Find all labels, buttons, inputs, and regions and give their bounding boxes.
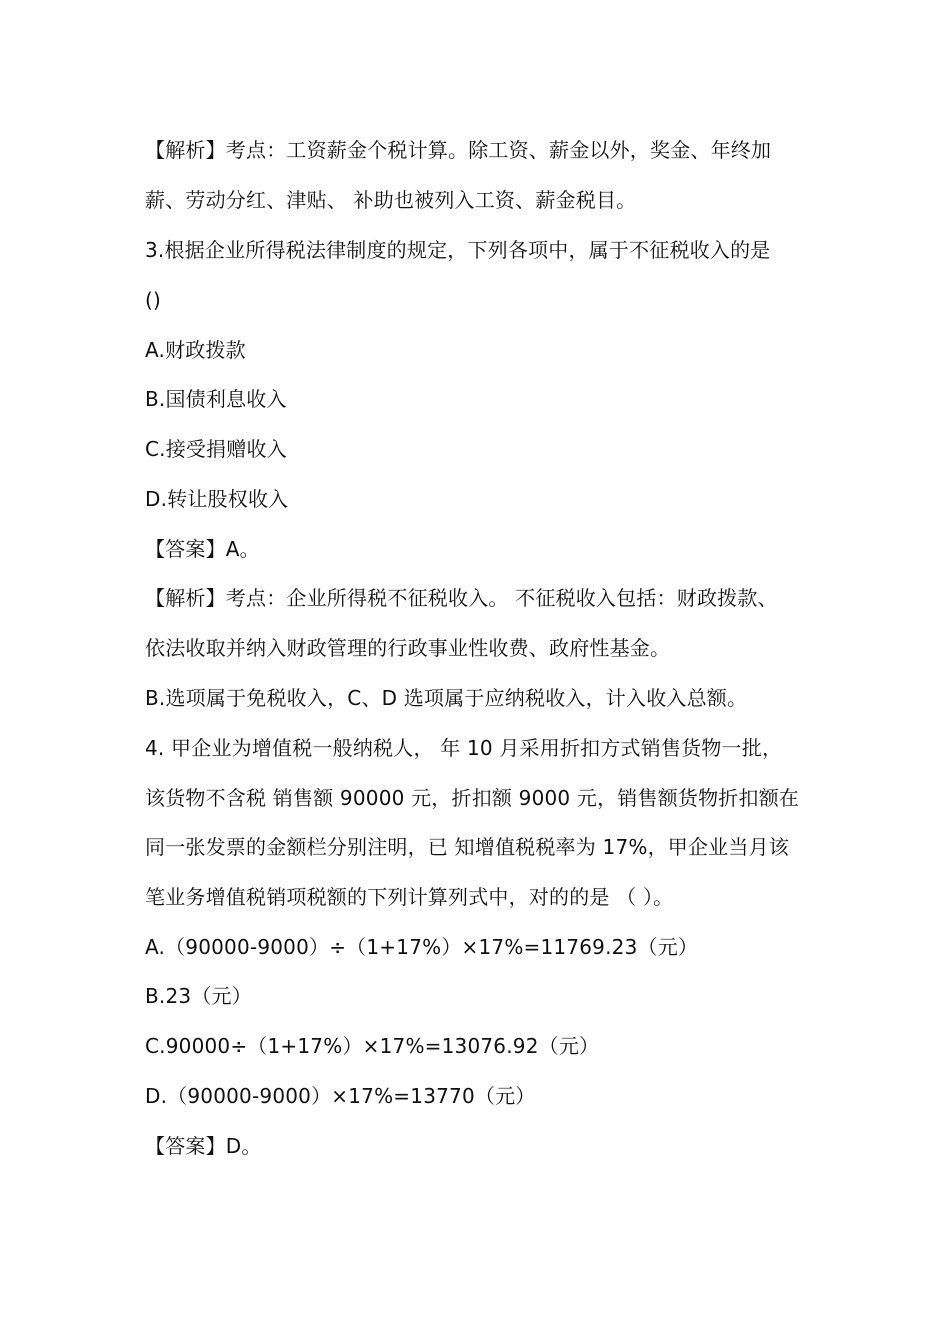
analysis-q3-line-1: 【解析】考点：企业所得税不征税收入。 不征税收入包括：财政拨款、: [145, 586, 778, 610]
question-4-option-a: A.（90000-9000）÷（1+17%）×17%=11769.23（元）: [145, 935, 699, 959]
analysis-q3-line-2: 依法收取并纳入财政管理的行政事业性收费、政府性基金。: [145, 636, 671, 660]
question-3-option-b: B.国债利息收入: [145, 387, 287, 411]
analysis-q2-line-1: 【解析】考点：工资薪金个税计算。除工资、薪金以外，奖金、年终加: [145, 138, 772, 162]
question-3-option-a: A.财政拨款: [145, 338, 246, 362]
question-4-line-2: 该货物不含税 销售额 90000 元，折扣额 9000 元，销售额货物折扣额在: [145, 786, 800, 810]
question-3-option-c: C.接受捐赠收入: [145, 437, 287, 461]
question-4-option-d: D.（90000-9000）×17%=13770（元）: [145, 1084, 536, 1108]
question-4-option-c: C.90000÷（1+17%）×17%=13076.92（元）: [145, 1034, 600, 1058]
analysis-q3-line-3: B.选项属于免税收入，C、D 选项属于应纳税收入，计入收入总额。: [145, 686, 748, 710]
analysis-q2-line-2: 薪、劳动分红、津贴、 补助也被列入工资、薪金税目。: [145, 188, 637, 212]
question-3-line-1: 3.根据企业所得税法律制度的规定，下列各项中，属于不征税收入的是: [145, 238, 771, 262]
question-4-line-1: 4. 甲企业为增值税一般纳税人， 年 10 月采用折扣方式销售货物一批，: [145, 736, 783, 760]
question-4-line-3: 同一张发票的金额栏分别注明，已 知增值税税率为 17%，甲企业当月该: [145, 835, 789, 859]
question-3-option-d: D.转让股权收入: [145, 487, 289, 511]
question-3-answer: 【答案】A。: [145, 537, 260, 561]
question-3-line-2: (): [145, 288, 162, 312]
question-4-line-4: 笔业务增值税销项税额的下列计算列式中，对的的是 （ ）。: [145, 885, 674, 909]
question-4-option-b: B.23（元）: [145, 984, 252, 1008]
question-4-answer: 【答案】D。: [145, 1134, 262, 1158]
